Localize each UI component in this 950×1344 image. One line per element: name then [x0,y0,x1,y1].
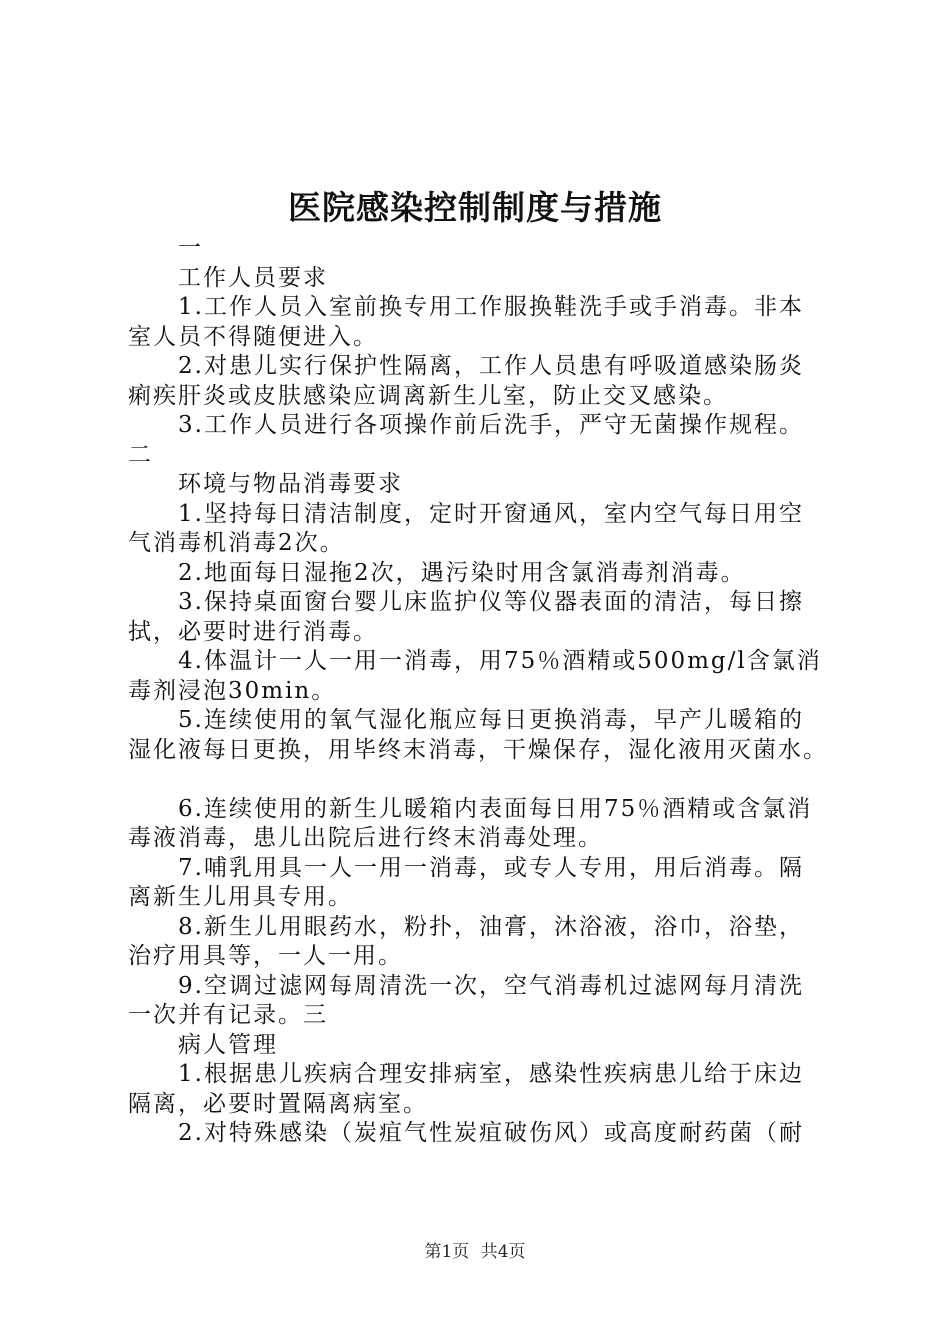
body-line [128,765,838,795]
body-line: 毒剂浸泡30min。 [128,677,337,704]
body-line: 室人员不得随便进入。 [128,323,378,350]
body-line: 环境与物品消毒要求 [178,471,403,497]
body-line: 病人管理 [178,1031,278,1058]
body-line: 湿化液每日更换，用毕终末消毒，干燥保存，湿化液用灭菌水。 [128,736,828,763]
body-line: 7.哺乳用具一人一用一消毒，或专人专用，用后消毒。隔 [178,854,804,881]
page-number: 第1页 [424,1242,470,1262]
page-total: 共4页 [480,1242,526,1262]
body-line: 2.对患儿实行保护性隔离，工作人员患有呼吸道感染肠炎 [178,353,804,379]
document-body [128,234,838,1149]
body-line: 毒液消毒，患儿出院后进行终末消毒处理。 [128,825,603,851]
body-line: 1.坚持每日清洁制度，定时开窗通风，室内空气每日用空 [178,500,804,527]
body-line: 离新生儿用具专用。 [128,884,353,910]
body-line: 8.新生儿用眼药水，粉扑，油膏，沐浴液，浴巾，浴垫， [178,913,804,940]
body-line: 2.地面每日湿拖2次，遇污染时用含氯消毒剂消毒。 [178,559,746,586]
body-line: 5.连续使用的氧气湿化瓶应每日更换消毒，早产儿暖箱的 [178,707,804,733]
document-title: 医院感染控制制度与措施 [288,188,662,227]
body-line: 4.体温计一人一用一消毒，用75％酒精或500mg/l含氯消 [178,648,822,674]
page-footer [0,1240,950,1264]
body-line: 拭，必要时进行消毒。 [128,618,378,645]
body-line: 气消毒机消毒2次。 [128,530,345,556]
body-line: 一 [178,235,203,261]
body-line: 3.工作人员进行各项操作前后洗手，严守无菌操作规程。 [178,412,804,438]
body-line: 1.根据患儿疾病合理安排病室，感染性疾病患儿给于床边 [178,1061,804,1087]
body-line: 2.对特殊感染（炭疽气性炭疽破伤风）或高度耐药菌（耐 [178,1120,804,1146]
body-line: 9.空调过滤网每周清洗一次，空气消毒机过滤网每月清洗 [178,972,804,999]
body-line: 1.工作人员入室前换专用工作服换鞋洗手或手消毒。非本 [178,294,804,320]
body-line: 3.保持桌面窗台婴儿床监护仪等仪器表面的清洁，每日擦 [178,589,804,615]
body-line: 二 [128,441,153,468]
body-line: 隔离，必要时置隔离病室。 [128,1090,428,1117]
body-line: 痢疾肝炎或皮肤感染应调离新生儿室，防止交叉感染。 [128,382,728,409]
body-line: 工作人员要求 [178,264,328,291]
body-line: 6.连续使用的新生儿暖箱内表面每日用75％酒精或含氯消 [178,795,813,822]
body-line: 治疗用具等，一人一用。 [128,943,403,969]
body-line: 一次并有记录。三 [128,1002,328,1028]
